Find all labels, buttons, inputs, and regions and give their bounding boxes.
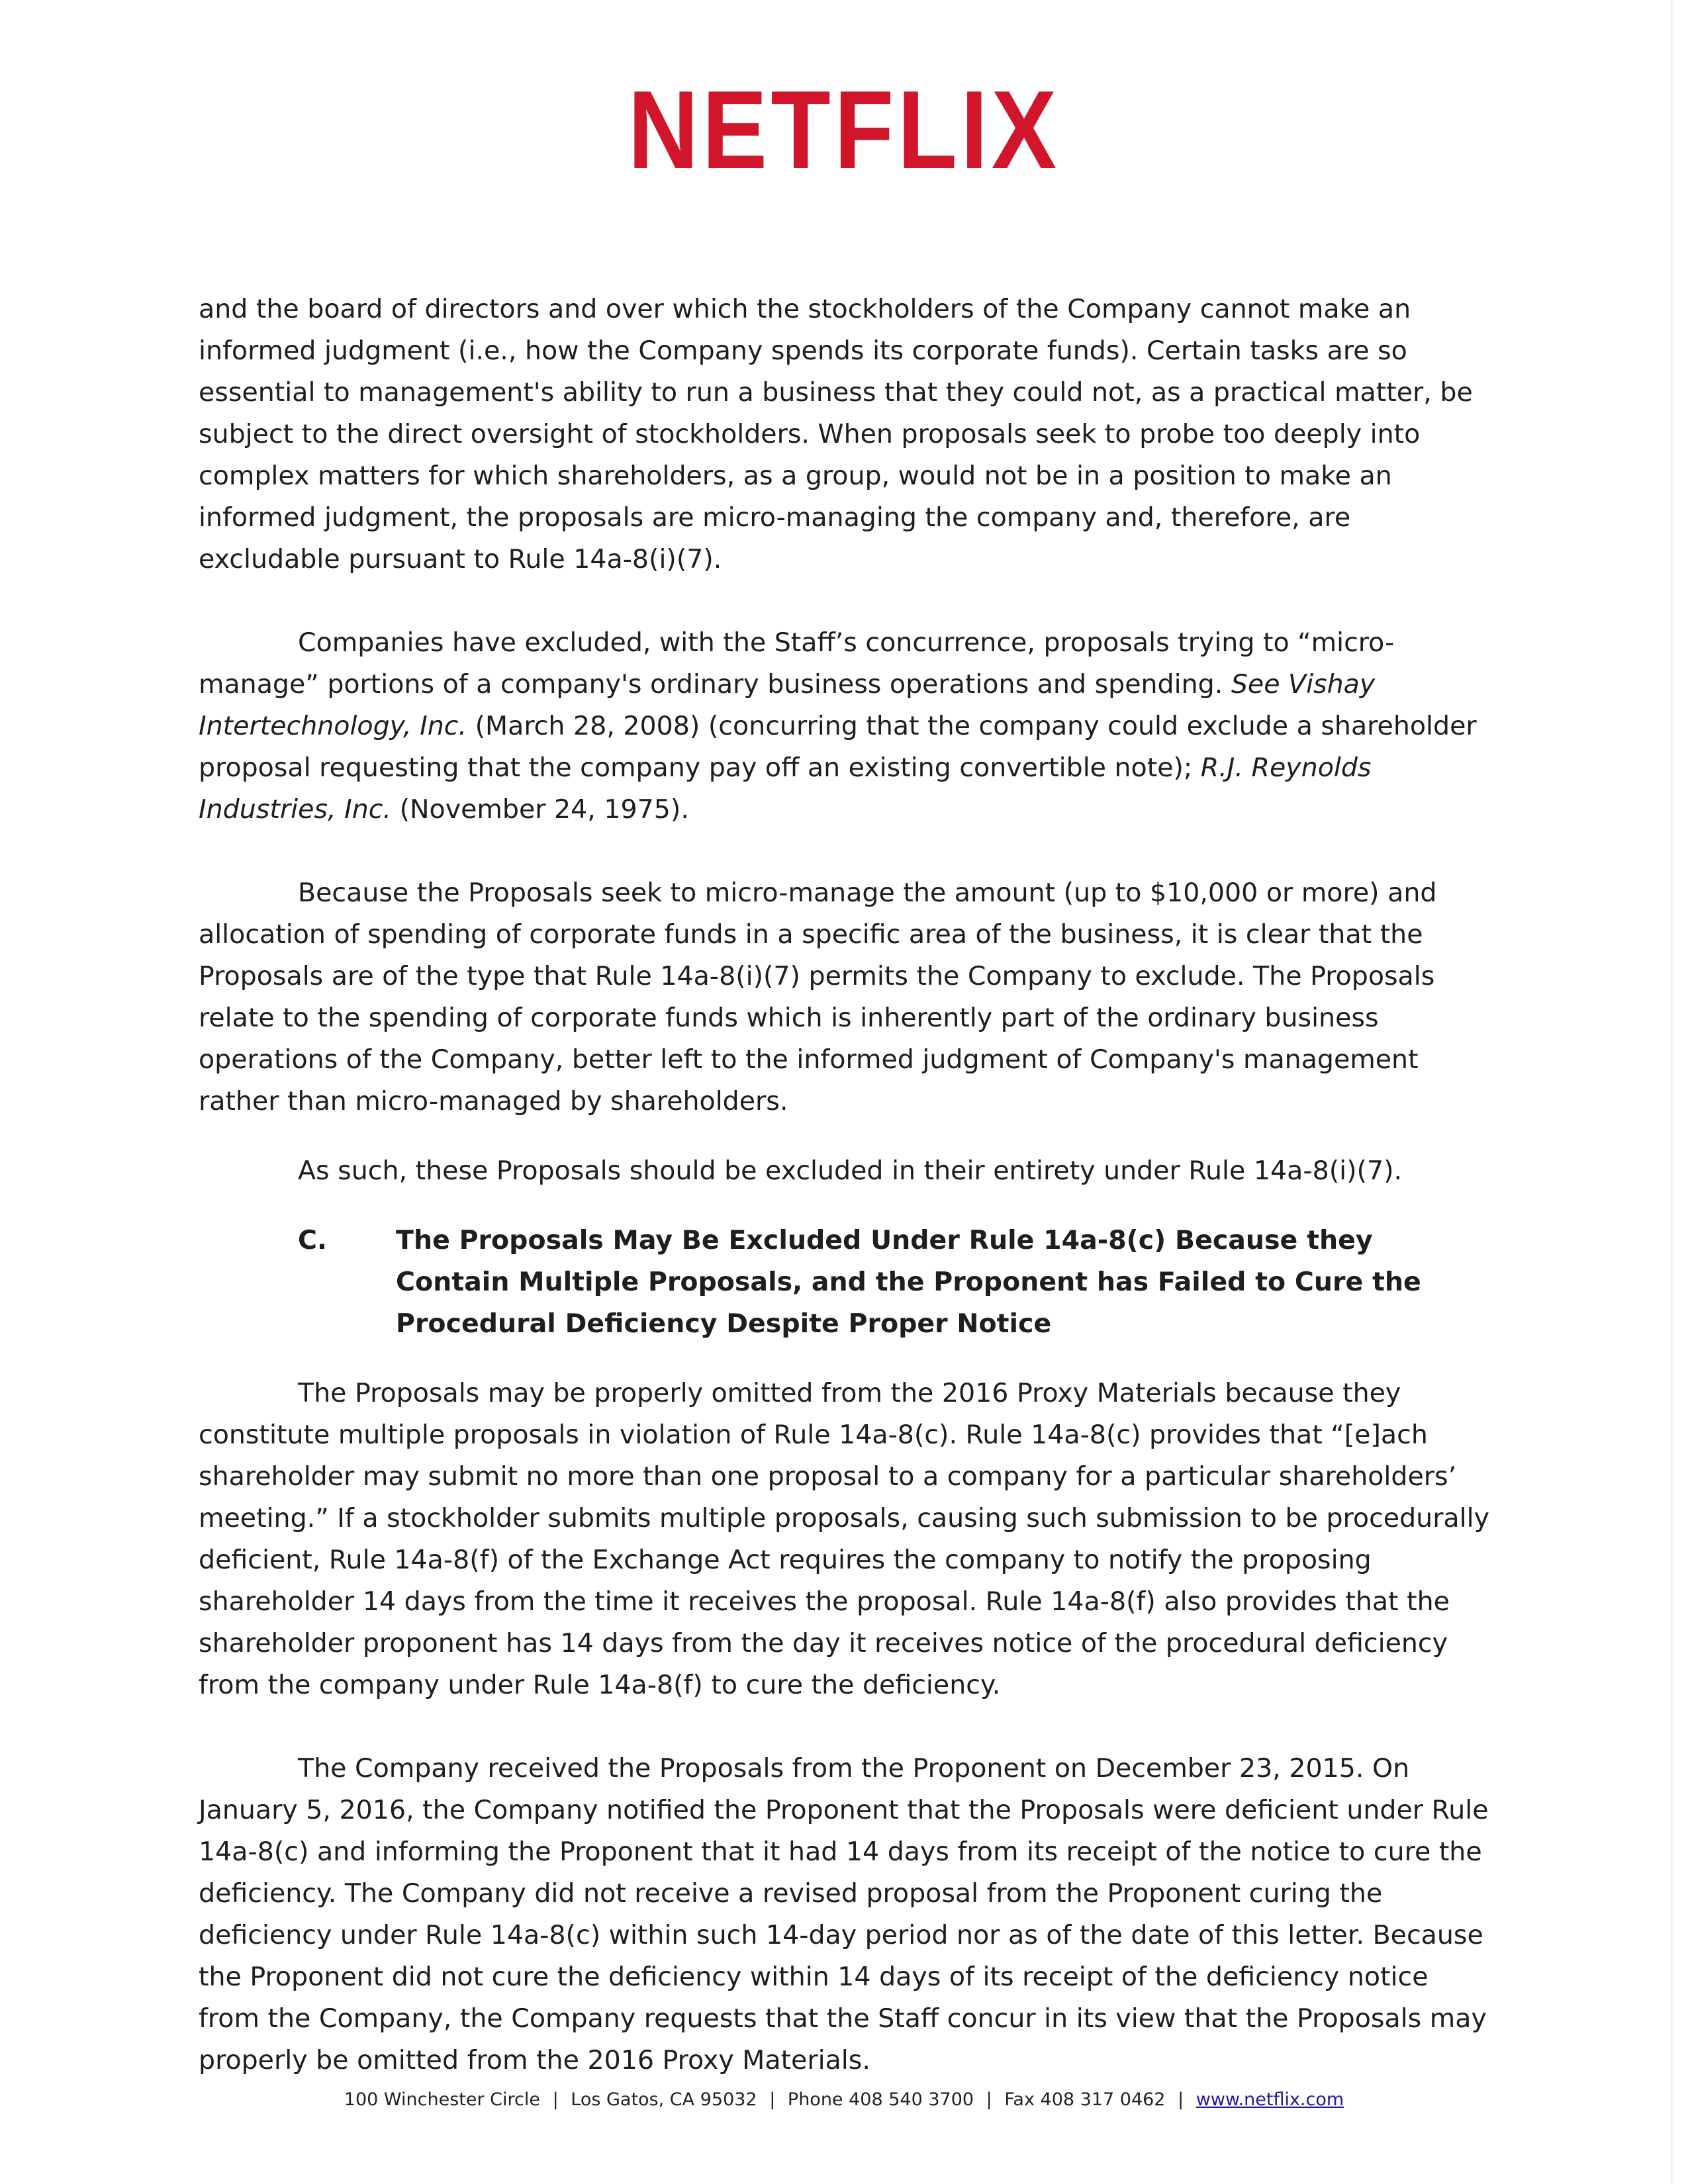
- case-citation-vishay: See Vishay Intertechnology, Inc.: [199, 669, 1376, 741]
- footer-city: Los Gatos, CA 95032: [571, 2089, 757, 2110]
- footer-phone: Phone 408 540 3700: [787, 2089, 974, 2110]
- footer-separator: |: [986, 2089, 992, 2110]
- paragraph-deficiency-notice: The Company received the Proposals from the Proponent on December 23, 2015. On January 5, 2016, the Company notified the Proponent that the Proposals were deficient under Rule 14a-8(c) and informing the Proponent that it had 14 days from its receipt of the notice to cure the deficiency. The Company did not receive a revised proposal from the Proponent curing the deficiency under Rule 14a-8(c) within such 14-day period nor as of the date of this letter. Because the Proponent did not cure the deficiency within 14 days of its receipt of the deficiency notice from the Company, the Company requests that the Staff concur in its view that the Proposals may properly be omitted from the 2016 Proxy Materials.: [199, 1753, 1489, 2075]
- section-heading-c: [199, 1220, 1489, 1345]
- letterhead-footer: [0, 2089, 1688, 2110]
- netflix-logo: NETFLIX: [628, 68, 1060, 192]
- paragraph-micro-manage-precedent: [199, 622, 1489, 831]
- paragraph-conclusion-section-b: As such, these Proposals should be excluded in their entirety under Rule 14a-8(i)(7).: [298, 1156, 1403, 1186]
- paragraph-spending-analysis: Because the Proposals seek to micro-manage the amount (up to $10,000 or more) and allocation of spending of corporate funds in a specific area of the business, it is clear that the Proposals are of the type that Rule 14a-8(i)(7) permits the Company to exclude. The Proposals relate to the spending of corporate funds which is inherently part of the ordinary business operations of the Company, better left to the informed judgment of Company's management rather than micro-managed by shareholders.: [199, 878, 1437, 1116]
- paragraph-ordinary-business: and the board of directors and over which the stockholders of the Company cannot make an informed judgment (i.e., how the Company spends its corporate funds). Certain tasks are so essential to management's ability to run a business that they could not, as a practical matter, be subject to the direct oversight of stockholders. When proposals seek to probe too deeply into complex matters for which shareholders, as a group, would not be in a position to make an informed judgment, the proposals are micro-managing the company and, therefore, are excludable pursuant to Rule 14a-8(i)(7).: [199, 294, 1473, 574]
- footer-fax: Fax 408 317 0462: [1004, 2089, 1166, 2110]
- paragraph-text: (March 28, 2008) (concurring that the company could exclude a shareholder proposal requesting that the company pay off an existing convertible note);: [199, 711, 1477, 783]
- footer-separator: |: [1178, 2089, 1184, 2110]
- paragraph-text: (November 24, 1975).: [391, 794, 689, 825]
- footer-separator: |: [552, 2089, 559, 2110]
- section-title: The Proposals May Be Excluded Under Rule 14a-8(c) Because they Contain Multiple Proposals, and the Proponent has Failed to Cure the Procedural Deficiency Despite Proper Notice: [396, 1225, 1421, 1339]
- footer-address: 100 Winchester Circle: [344, 2089, 540, 2110]
- paragraph-text: Companies have excluded, with the Staff’s concurrence, proposals trying to “micro-manage” portions of a company's ordinary business operations and spending.: [199, 627, 1395, 700]
- section-letter: C.: [298, 1225, 327, 1255]
- letter-body: [199, 289, 1489, 2123]
- case-citation-reynolds: R.J. Reynolds Industries, Inc.: [199, 752, 1372, 825]
- footer-separator: |: [769, 2089, 776, 2110]
- page-edge: [1671, 0, 1673, 2184]
- footer-website-link[interactable]: www.netflix.com: [1196, 2089, 1344, 2110]
- paragraph-multiple-proposals: The Proposals may be properly omitted from the 2016 Proxy Materials because they constitute multiple proposals in violation of Rule 14a-8(c). Rule 14a-8(c) provides that “[e]ach shareholder may submit no more than one proposal to a company for a particular shareholders’ meeting.” If a stockholder submits multiple proposals, causing such submission to be procedurally deficient, Rule 14a-8(f) of the Exchange Act requires the company to notify the proposing shareholder 14 days from the time it receives the proposal. Rule 14a-8(f) also provides that the shareholder proponent has 14 days from the day it receives notice of the procedural deficiency from the company under Rule 14a-8(f) to cure the deficiency.: [199, 1378, 1489, 1700]
